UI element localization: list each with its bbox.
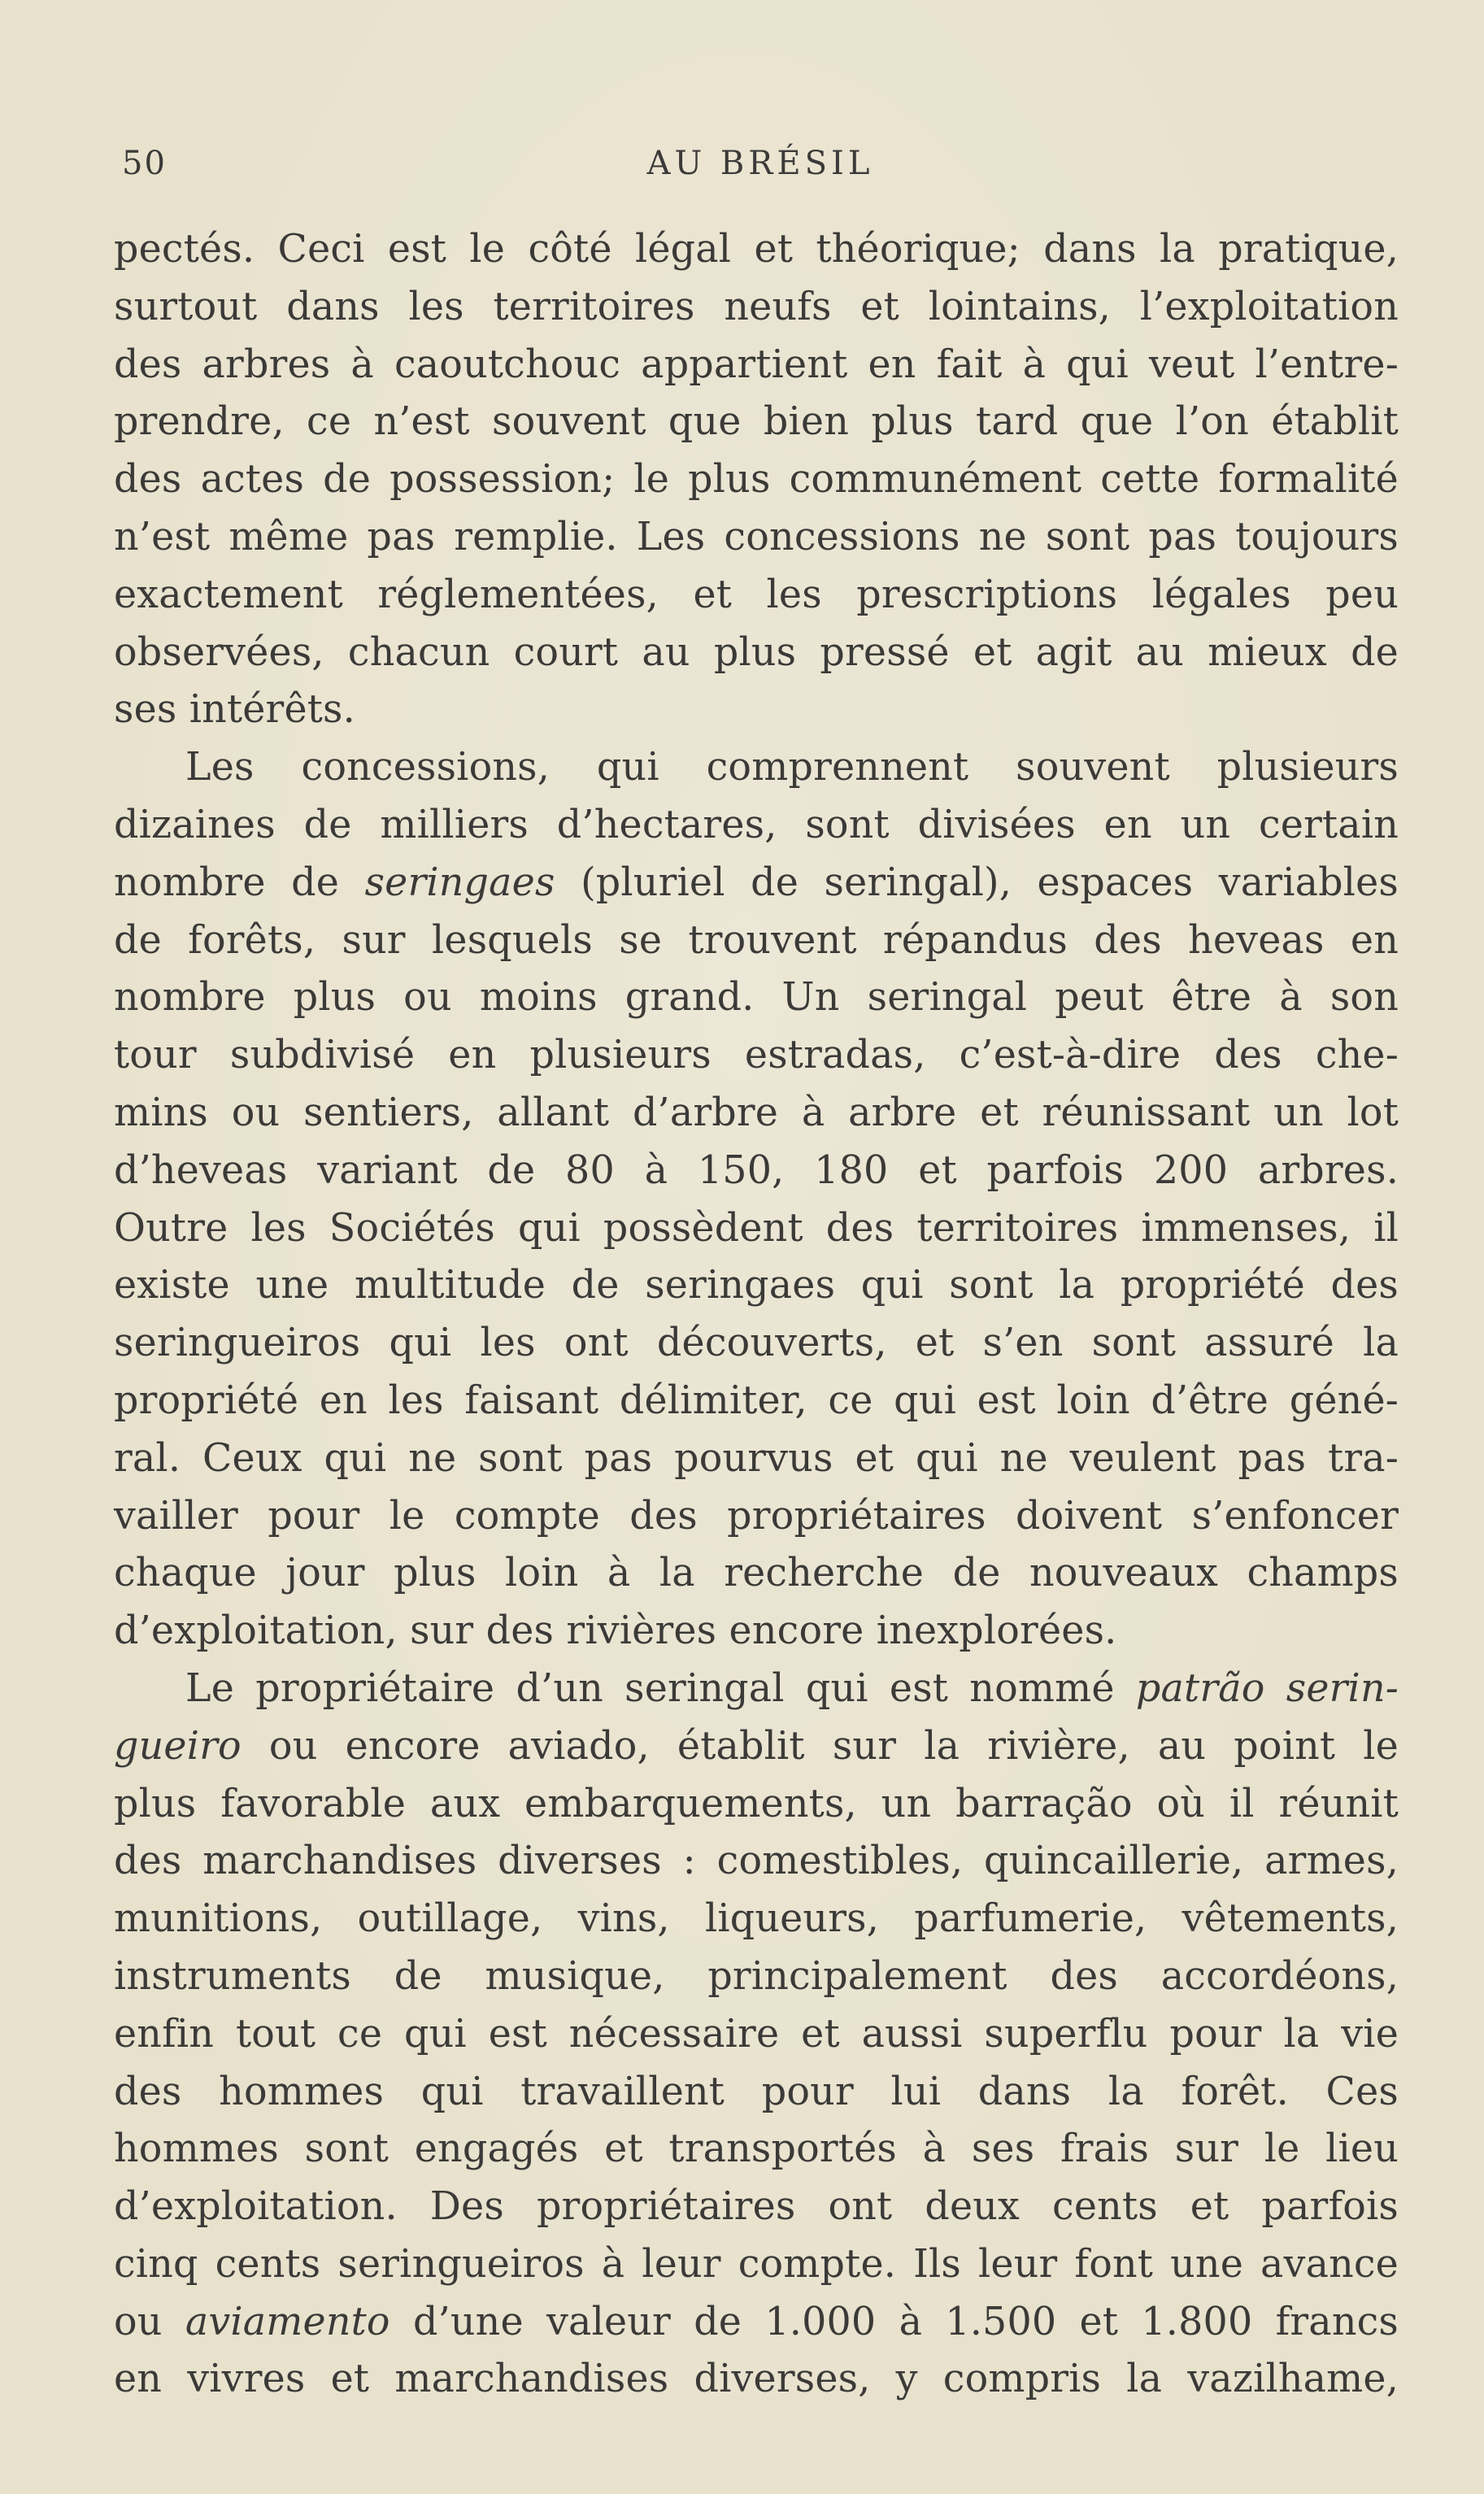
text-line-with-italic (114, 2294, 1399, 2352)
text-line: pectés. Ceci est le côté légal et théorique; dans la pratique, (114, 227, 1399, 272)
text-line: ses intérêts. (114, 687, 355, 733)
page-number: 50 (122, 145, 167, 182)
running-head (122, 145, 1399, 194)
text-line: d’exploitation, sur des rivières encore inexplorées. (114, 1608, 1117, 1654)
text-line: d’exploitation. Des propriétaires ont deux cents et parfois (114, 2184, 1399, 2230)
italic-term: gueiro (114, 1723, 242, 1769)
running-title: AU BRÉSIL (646, 145, 874, 182)
text-line: des arbres à caoutchouc appartient en fait à qui veut l’entre- (114, 342, 1399, 387)
text-line: prendre, ce n’est souvent que bien plus tard que l’on établit (114, 399, 1399, 445)
text-line-with-italic (114, 1660, 1399, 1718)
text-line: observées, chacun court au plus pressé et agit au mieux de (114, 629, 1399, 675)
text-line: de forêts, sur lesquels se trouvent répandus des heveas en (114, 917, 1399, 963)
paragraph-2 (114, 739, 1399, 1660)
text-run: ou (114, 2299, 185, 2344)
body-text (114, 221, 1399, 2409)
text-run: (pluriel de seringal), espaces variables (555, 860, 1399, 905)
text-line: des actes de possession; le plus communément cette formalité (114, 457, 1399, 503)
italic-term: seringaes (364, 860, 555, 905)
text-run: d’une valeur de 1.000 à 1.500 et 1.800 francs (389, 2299, 1399, 2344)
italic-term: patrão serin- (1135, 1665, 1399, 1711)
text-line: d’heveas variant de 80 à 150, 180 et parfois 200 arbres. (114, 1147, 1399, 1193)
text-run: ou encore aviado, établit sur la rivière, au point le (241, 1723, 1399, 1769)
text-line: des marchandises diverses : comestibles, quincaillerie, armes, (114, 1839, 1399, 1884)
text-line: exactement réglementées, et les prescriptions légales peu (114, 572, 1399, 617)
text-line: des hommes qui travaillent pour lui dans la forêt. Ces (114, 2069, 1399, 2114)
text-line: surtout dans les territoires neufs et lointains, l’exploitation (114, 284, 1399, 329)
text-line: nombre plus ou moins grand. Un seringal peut être à son (114, 975, 1399, 1021)
text-line: hommes sont engagés et transportés à ses frais sur le lieu (114, 2126, 1399, 2172)
text-line: Les concessions, qui comprennent souvent plusieurs (185, 745, 1399, 790)
text-run: Le propriétaire d’un seringal qui est nommé (185, 1665, 1136, 1711)
text-line: enfin tout ce qui est nécessaire et aussi superflu pour la vie (114, 2011, 1399, 2057)
paragraph-3 (114, 1660, 1399, 2409)
text-line: seringueiros qui les ont découverts, et s’en sont assuré la (114, 1321, 1399, 1366)
text-line: dizaines de milliers d’hectares, sont divisées en un certain (114, 802, 1399, 847)
text-line-with-italic (114, 1718, 1399, 1776)
text-line: cinq cents seringueiros à leur compte. Ils leur font une avance (114, 2241, 1399, 2287)
text-line: tour subdivisé en plusieurs estradas, c’est-à-dire des che- (114, 1033, 1399, 1078)
text-run: nombre de (114, 860, 365, 905)
text-line: ral. Ceux qui ne sont pas pourvus et qui ne veulent pas tra- (114, 1435, 1399, 1481)
text-line: propriété en les faisant délimiter, ce qui est loin d’être géné- (114, 1378, 1399, 1423)
italic-term: aviamento (185, 2299, 390, 2344)
text-line: vailler pour le compte des propriétaires doivent s’enfoncer (114, 1493, 1399, 1539)
text-line: en vivres et marchandises diverses, y compris la vazilhame, (114, 2357, 1399, 2402)
text-line: chaque jour plus loin à la recherche de nouveaux champs (114, 1551, 1399, 1596)
text-line: munitions, outillage, vins, liqueurs, parfumerie, vêtements, (114, 1896, 1399, 1942)
text-line: Outre les Sociétés qui possèdent des territoires immenses, il (114, 1205, 1399, 1251)
text-line: existe une multitude de seringaes qui sont la propriété des (114, 1263, 1399, 1308)
text-line: instruments de musique, principalement des accordéons, (114, 1953, 1399, 1999)
text-line: plus favorable aux embarquements, un barração où il réunit (114, 1781, 1399, 1826)
text-line: mins ou sentiers, allant d’arbre à arbre et réunissant un lot (114, 1090, 1399, 1135)
text-line-with-italic (114, 855, 1399, 912)
text-line: n’est même pas remplie. Les concessions ne sont pas toujours (114, 514, 1399, 559)
paragraph-1 (114, 221, 1399, 739)
